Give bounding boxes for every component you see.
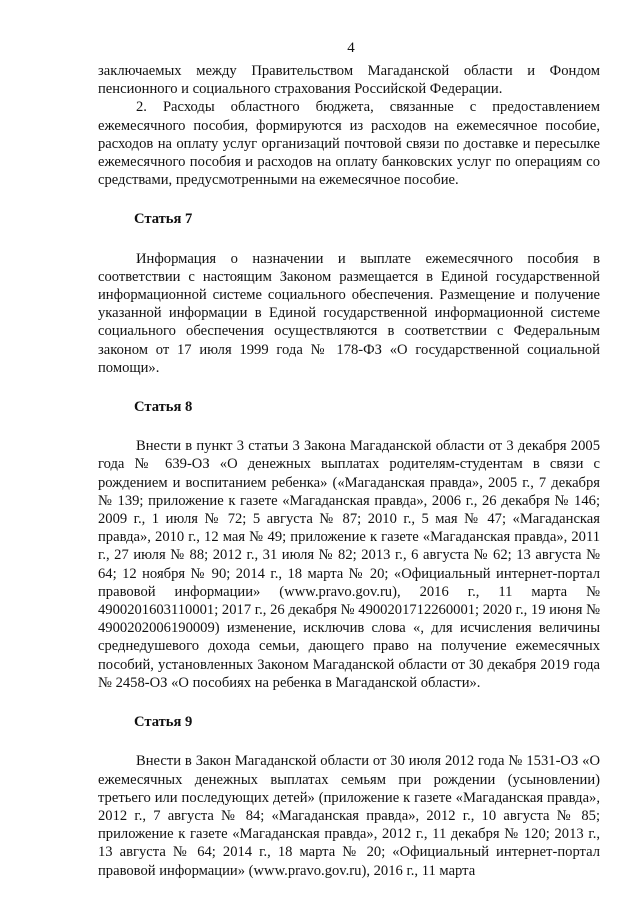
article-8-text: Внести в пункт 3 статьи 3 Закона Магаданской области от 3 декабря 2005 года № 639-ОЗ «О денежных выплатах родителям-студентам в связи с рождением и воспитанием ребенка» («Магаданская правда», 2005 г., 7 декабря № 139; приложение к газете «Магаданская правда», 2006 г., 26 декабря № 146; 2009 г., 1 июля № 72; 5 августа № 87; 2010 г., 5 мая № 47; «Магаданская правда», 2010 г., 12 мая № 49; приложение к газете «Магаданская правда», 2011 г., 27 июля № 88; 2012 г., 31 июля № 82; 2013 г., 6 августа № 62; 13 августа № 64; 12 ноября № 90; 2014 г., 18 марта № 20; «Официальный интернет-портал правовой информации» (www.pravo.gov.ru), 2016 г., 11 марта № 4900201603110001; 2017 г., 26 декабря № 4900201712260001; 2020 г., 19 июня № 4900202006190009) изменение, исключив слова «, для исчисления величины среднедушевого дохода семьи, дающего право на получение ежемесячных пособий, установленных Законом Магаданской области от 30 декабря 2019 года № 2458-ОЗ «О пособиях на ребенка в Магаданской области». — [98, 438, 600, 691]
article-7-heading: Статья 7 — [134, 211, 193, 228]
article-9-heading: Статья 9 — [134, 714, 193, 731]
page-number: 4 — [347, 40, 355, 56]
document-body — [98, 62, 600, 880]
intro-paragraph-2: 2. Расходы областного бюджета, связанные с предоставлением ежемесячного пособия, формируются из расходов на ежемесячное пособие, расходов на оплату услуг организаций почтовой связи по доставке и пересылке ежемесячного пособия и расходов на оплату банковских услуг по операциям со средствами, предусмотренными на ежемесячное пособие. — [98, 99, 600, 189]
article-9-text: Внести в Закон Магаданской области от 30 июля 2012 года № 1531-ОЗ «О ежемесячных денежных выплатах семьям при рождении (усыновлении) третьего или последующих детей» (приложение к газете «Магаданская правда», 2012 г., 7 августа № 84; «Магаданская правда», 2012 г., 10 августа № 85; приложение к газете «Магаданская правда», 2012 г., 11 декабря № 120; 2013 г., 13 августа № 64; 2014 г., 18 марта № 20; «Официальный интернет-портал правовой информации» (www.pravo.gov.ru), 2016 г., 11 марта — [98, 753, 600, 879]
article-8-heading: Статья 8 — [134, 399, 193, 416]
intro-paragraph-continued: заключаемых между Правительством Магаданской области и Фондом пенсионного и социального страхования Российской Федерации. — [98, 63, 600, 98]
article-7-text: Информация о назначении и выплате ежемесячного пособия в соответствии с настоящим Законом размещается в Единой государственной информационной системе социального обеспечения. Размещение и получение указанной информации в Единой государственной информационной системе социального обеспечения осуществляются в соответствии с Федеральным законом от 17 июля 1999 года № 178-ФЗ «О государственной социальной помощи». — [98, 250, 600, 376]
